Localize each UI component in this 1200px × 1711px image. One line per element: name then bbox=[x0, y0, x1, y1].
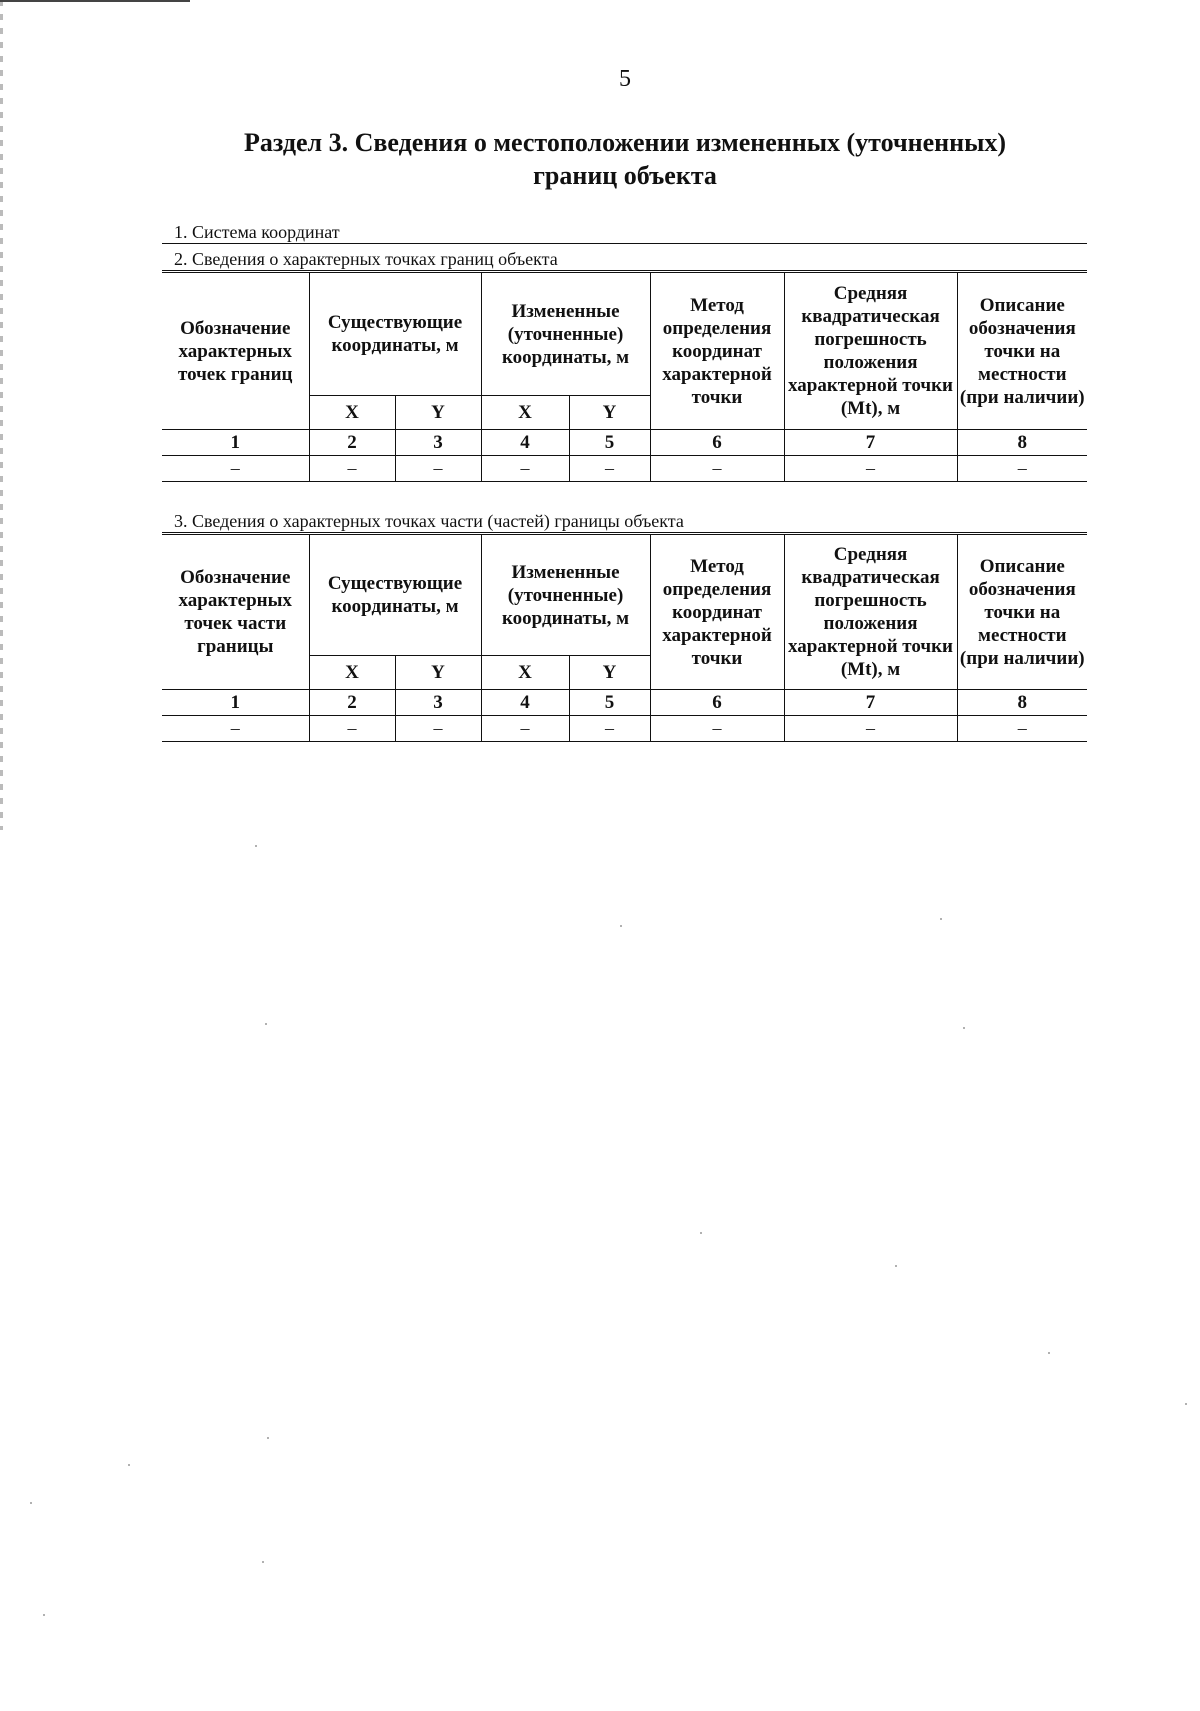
table-cell: – bbox=[395, 456, 481, 482]
table-cell: – bbox=[481, 456, 569, 482]
section-title-line-1: Раздел 3. Сведения о местоположении измененных (уточненных) bbox=[243, 128, 1007, 157]
column-number: 2 bbox=[309, 430, 395, 456]
column-number: 2 bbox=[309, 690, 395, 716]
table-row bbox=[162, 456, 1087, 482]
scan-speck bbox=[128, 1464, 130, 1466]
column-number: 3 bbox=[395, 430, 481, 456]
header-changed-x: X bbox=[481, 396, 569, 430]
scan-speck bbox=[262, 1561, 264, 1563]
column-number: 7 bbox=[784, 430, 957, 456]
scan-speck bbox=[1185, 1403, 1187, 1405]
header-existing-y: Y bbox=[395, 656, 481, 690]
table-cell: – bbox=[309, 716, 395, 742]
header-method: Метод определения координат характерной точки bbox=[650, 535, 784, 690]
table-cell: – bbox=[481, 716, 569, 742]
table-cell: – bbox=[784, 716, 957, 742]
page-number: 5 bbox=[619, 66, 631, 92]
header-mean-square-error: Средняя квадратическая погрешность положения характерной точки (Mt), м bbox=[784, 535, 957, 690]
scan-speck bbox=[265, 1023, 267, 1025]
column-number-row bbox=[162, 690, 1087, 716]
column-number: 1 bbox=[162, 690, 309, 716]
scan-speck bbox=[267, 1437, 269, 1439]
header-changed-coordinates: Измененные (уточненные) координаты, м bbox=[481, 535, 650, 656]
header-changed-x: X bbox=[481, 656, 569, 690]
scan-speck bbox=[1048, 1352, 1050, 1354]
header-changed-y: Y bbox=[569, 656, 650, 690]
section-title-line-2: границ объекта bbox=[533, 161, 717, 190]
coordinate-system-line: 1. Система координат bbox=[162, 222, 1087, 244]
table-row bbox=[162, 716, 1087, 742]
table-cell: – bbox=[162, 716, 309, 742]
column-number: 3 bbox=[395, 690, 481, 716]
table-cell: – bbox=[569, 716, 650, 742]
column-number: 4 bbox=[481, 430, 569, 456]
column-number: 5 bbox=[569, 690, 650, 716]
column-number-row bbox=[162, 430, 1087, 456]
scan-top-mark bbox=[0, 0, 190, 2]
table-cell: – bbox=[309, 456, 395, 482]
column-number: 6 bbox=[650, 690, 784, 716]
header-method: Метод определения координат характерной точки bbox=[650, 273, 784, 430]
header-description: Описание обозначения точки на местности (при наличии) bbox=[957, 273, 1087, 430]
table-cell: – bbox=[395, 716, 481, 742]
scan-edge-artifact bbox=[0, 0, 3, 830]
scan-speck bbox=[620, 925, 622, 927]
scan-speck bbox=[700, 1232, 702, 1234]
column-number: 8 bbox=[957, 690, 1087, 716]
boundary-points-table bbox=[162, 272, 1087, 482]
table-cell: – bbox=[162, 456, 309, 482]
table-cell: – bbox=[650, 716, 784, 742]
table-cell: – bbox=[957, 456, 1087, 482]
part-boundary-points-heading: 3. Сведения о характерных точках части (частей) границы объекта bbox=[162, 511, 1087, 533]
header-designation: Обозначение характерных точек части границы bbox=[162, 535, 309, 690]
scan-speck bbox=[963, 1027, 965, 1029]
column-number: 4 bbox=[481, 690, 569, 716]
scan-speck bbox=[940, 918, 942, 920]
table-cell: – bbox=[957, 716, 1087, 742]
header-existing-coordinates: Существующие координаты, м bbox=[309, 535, 481, 656]
header-existing-y: Y bbox=[395, 396, 481, 430]
table-cell: – bbox=[650, 456, 784, 482]
header-description: Описание обозначения точки на местности (при наличии) bbox=[957, 535, 1087, 690]
header-existing-coordinates: Существующие координаты, м bbox=[309, 273, 481, 396]
table-cell: – bbox=[784, 456, 957, 482]
scan-speck bbox=[43, 1614, 45, 1616]
part-boundary-points-table bbox=[162, 534, 1087, 742]
scan-speck bbox=[255, 845, 257, 847]
column-number: 7 bbox=[784, 690, 957, 716]
header-existing-x: X bbox=[309, 656, 395, 690]
header-mean-square-error: Средняя квадратическая погрешность положения характерной точки (Mt), м bbox=[784, 273, 957, 430]
column-number: 1 bbox=[162, 430, 309, 456]
boundary-points-heading: 2. Сведения о характерных точках границ объекта bbox=[162, 249, 1087, 271]
section-title bbox=[0, 126, 1200, 192]
header-designation: Обозначение характерных точек границ bbox=[162, 273, 309, 430]
scan-speck bbox=[30, 1502, 32, 1504]
scan-speck bbox=[895, 1265, 897, 1267]
header-changed-y: Y bbox=[569, 396, 650, 430]
column-number: 8 bbox=[957, 430, 1087, 456]
column-number: 6 bbox=[650, 430, 784, 456]
header-changed-coordinates: Измененные (уточненные) координаты, м bbox=[481, 273, 650, 396]
column-number: 5 bbox=[569, 430, 650, 456]
table-cell: – bbox=[569, 456, 650, 482]
header-existing-x: X bbox=[309, 396, 395, 430]
